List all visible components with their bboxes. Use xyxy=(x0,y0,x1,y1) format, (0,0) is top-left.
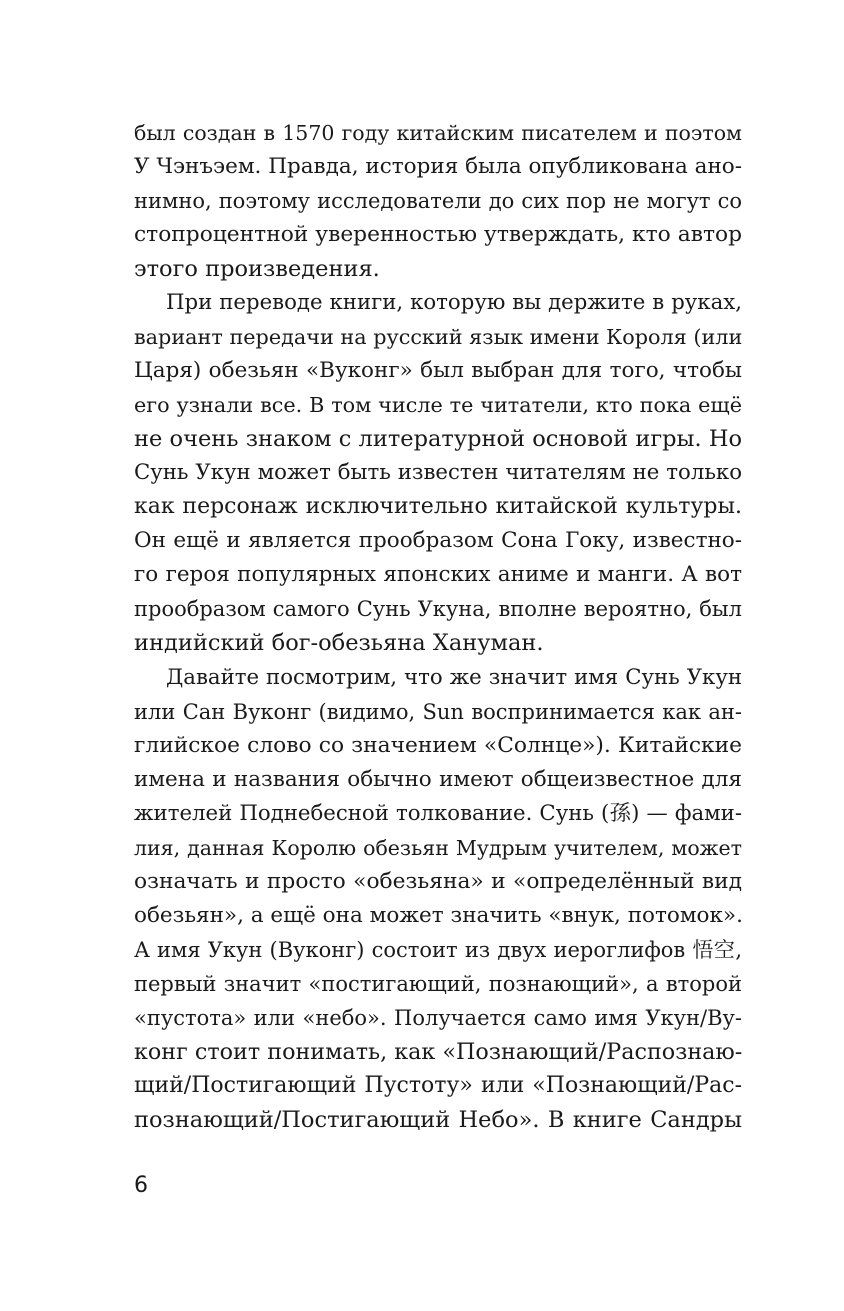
text-line: стопроцентной уверенностью утверждать, кто автор xyxy=(134,222,742,247)
page-number: 6 xyxy=(134,1173,148,1198)
text-line: нимно, поэтому исследователи до сих пор не могут со xyxy=(134,189,742,213)
text-line: лия, данная Королю обезьян Мудрым учителем, может xyxy=(134,836,742,860)
text-line: первый значит «постигающий, познающий», а второй xyxy=(134,972,742,996)
text-line: жителей Поднебесной толкование. Сунь (孫) — фами- xyxy=(134,801,742,826)
text-line: конг стоит понимать, как «Познающий/Распознаю- xyxy=(134,1039,743,1065)
text-line: был создан в 1570 году китайским писателем и поэтом xyxy=(134,121,742,145)
text-line: «пустота» или «небо». Получается само имя Укун/Ву- xyxy=(134,1006,742,1030)
text-line: этого произведения. xyxy=(134,256,380,282)
text-line: Царя) обезьян «Вуконг» был выбран для того, чтобы xyxy=(134,358,742,383)
text-line: или Сан Вуконг (видимо, Sun воспринимается как ан- xyxy=(134,700,742,724)
text-line: Сунь Укун может быть известен читателям не только xyxy=(134,460,742,485)
text-line: При переводе книги, которую вы держите в руках, xyxy=(166,290,742,315)
text-line: индийский бог-обезьяна Хануман. xyxy=(134,630,544,656)
text-line: обезьян», а ещё она может значить «внук, потомок». xyxy=(134,903,743,928)
text-line: го героя популярных японских аниме и манги. А вот xyxy=(134,562,742,587)
text-line: щий/Постигающий Пустоту» или «Познающий/Рас- xyxy=(134,1073,742,1098)
text-line: не очень знаком с литературной основой игры. Но xyxy=(134,426,742,452)
text-line: Давайте посмотрим, что же значит имя Сунь Укун xyxy=(166,665,742,690)
text-line: Он ещё и является прообразом Сона Гоку, известно- xyxy=(134,528,742,553)
text-line: его узнали все. В том числе те читатели, кто пока ещё xyxy=(134,393,742,417)
text-line: глийское слово со значением «Солнце»). Китайские xyxy=(134,733,742,758)
text-line: вариант передачи на русский язык имени Короля (или xyxy=(134,325,743,349)
text-line: познающий/Постигающий Небо». В книге Сандры xyxy=(134,1107,742,1133)
text-line: имена и названия обычно имеют общеизвестное для xyxy=(134,767,742,792)
text-line: означать и просто «обезьяна» и «определённый вид xyxy=(134,869,742,894)
text-line: как персонаж исключительно китайской культуры. xyxy=(134,494,742,519)
text-line: А имя Укун (Вуконг) состоит из двух иероглифов 悟空, xyxy=(134,938,742,962)
text-line: У Чэнъэем. Правда, история была опубликована ано- xyxy=(134,154,742,179)
text-line: прообразом самого Сунь Укуна, вполне вероятно, был xyxy=(134,597,742,621)
